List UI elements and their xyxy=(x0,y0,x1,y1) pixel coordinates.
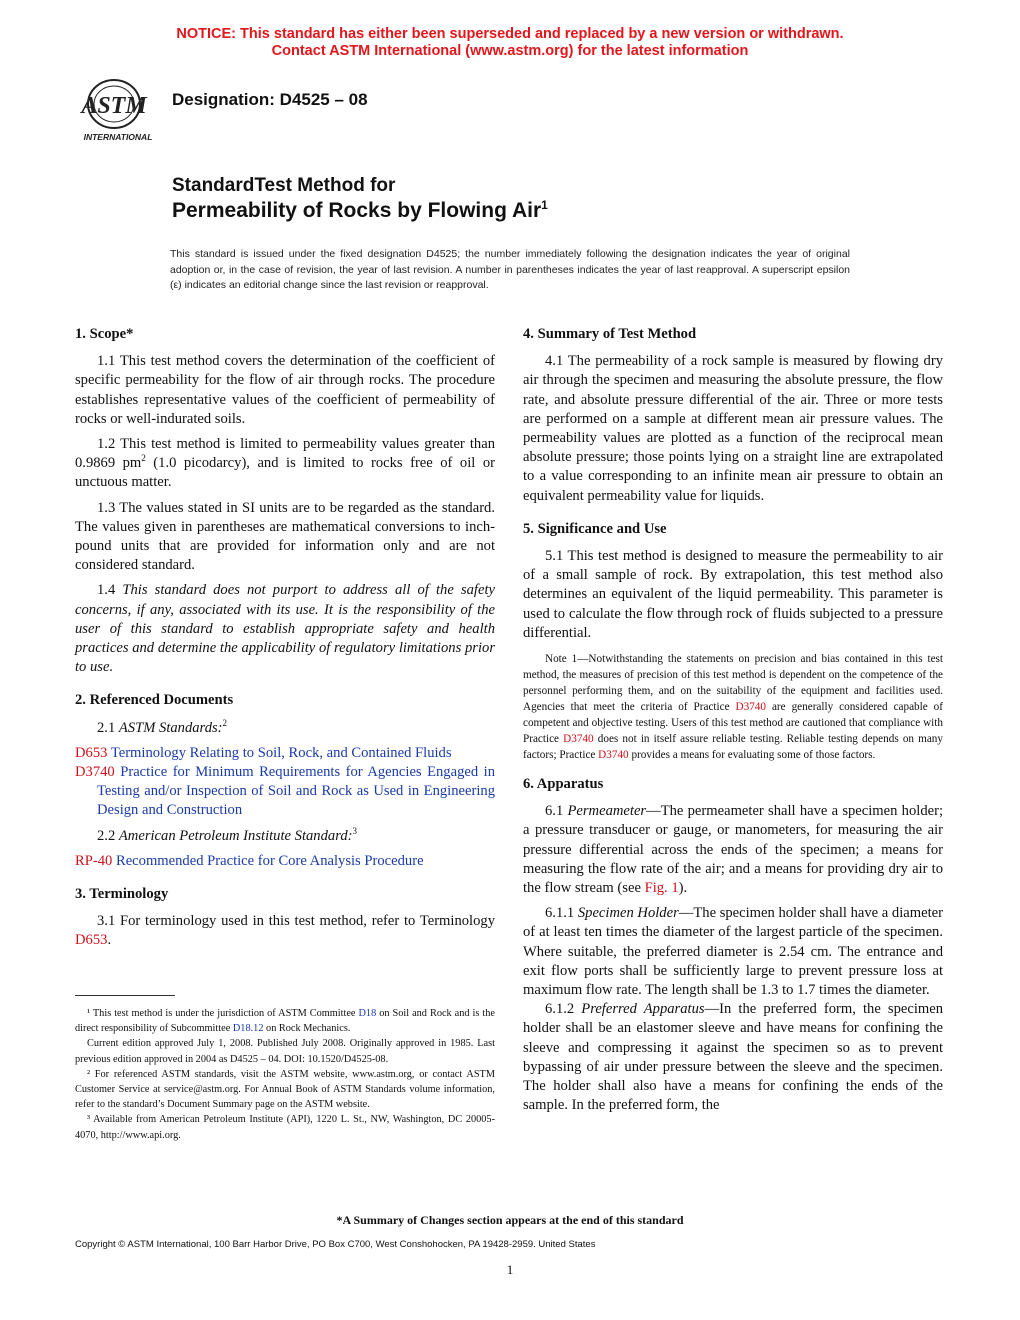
ref-d3740[interactable]: D3740 Practice for Minimum Requirements for Agencies Engaged in Testing and/or Inspection of Soil and Rock as Used in Engineering Design and Construction xyxy=(75,764,495,819)
note-d3740-link-2[interactable]: D3740 xyxy=(563,733,594,746)
terminology-d653-link[interactable]: D653 xyxy=(75,932,108,949)
ref-rp40[interactable]: RP-40 Recommended Practice for Core Analysis Procedure xyxy=(75,852,424,869)
copyright: Copyright © ASTM International, 100 Barr Harbor Drive, PO Box C700, West Conshohocken, PA 19428-2959. United States xyxy=(75,1239,596,1250)
right-column xyxy=(523,325,943,1122)
apparatus-6-1: 6.1 Permeameter—The permeameter shall have a specimen holder; a pressure transducer or gauge, or manometers, for measuring the air pressure differential across the ends of the specimen; a means for measuring the flow rate of the air; and a means for providing dry air to the flow stream (see Fig. 1). xyxy=(523,803,944,897)
designation: Designation: D4525 – 08 xyxy=(172,90,368,109)
title-footnote-mark: 1 xyxy=(541,198,548,212)
footnote-d18-link[interactable]: D18 xyxy=(358,1008,377,1019)
page-number: 1 xyxy=(506,1262,514,1277)
note-1: Note 1—Notwithstanding the statements on precision and bias contained in this test method, the measures of precision of this test method is dependent on the competence of the personnel performing them, and on the suitability of the equipment and facilities used. Agencies that meet the criteria of Practice D3740 are generally considered capable of competent and objective testing. Users of this test method are cautioned that compliance with Practice D3740 does not in itself assure reliable testing. Reliable testing depends on many factors; Practice D3740 provides a means for evaluating some of those factors. xyxy=(523,653,943,762)
terminology-3-1: 3.1 For terminology used in this test method, refer to Terminology D653. xyxy=(75,913,495,949)
significance-heading: 5. Significance and Use xyxy=(523,520,667,537)
summary-4-1: 4.1 The permeability of a rock sample is measured by flowing dry air through the specimen and measuring the absolute pressure, the flow rate, and absolute pressure differential of the air. Three or more tests are performed on a sample at different mean air pressure values. The permeability values are plotted as a function of the reciprocal mean absolute pressure; those points lying on a straight line are extrapolated to a value corresponding to an infinite mean air pressure to obtain an equivalent permeability value for liquids. xyxy=(523,353,943,504)
scope-1-2: 1.2 This test method is limited to permeability values greater than 0.9869 $pm^2$ (1.0 picodarcy), and is limited to rocks free of oil or unctuous matter. xyxy=(75,436,495,491)
astm-logo xyxy=(76,76,160,144)
note-d3740-link-3[interactable]: D3740 xyxy=(598,749,629,762)
summary-heading: 4. Summary of Test Method xyxy=(523,326,697,342)
footnote-d1812-link[interactable]: D18.12 xyxy=(232,1023,264,1035)
apparatus-6-1-2: 6.1.2 Preferred Apparatus—In the preferred form, the specimen holder shall be an elastomer sleeve and have means for confining the sleeve and compressing it against the specimen so as to prevent bypassing of air under pressure between the sleeve and the specimen. The holder shall also have a means for confining the ends of the sample. In the preferred form, the xyxy=(523,1001,943,1114)
footnote-1: ¹ This test method is under the jurisdiction of ASTM Committee D18 on Soil and Rock and is the direct responsibility of Subcommittee D18.12 on Rock Mechanics. xyxy=(75,1008,495,1035)
footnote-rule xyxy=(75,995,175,996)
scope-1-3: 1.3 The values stated in SI units are to be regarded as the standard. The values given in parentheses are mathematical conversions to inch-pound units that are provided for information only and are not considered standard. xyxy=(75,499,495,574)
terminology-heading: 3. Terminology xyxy=(75,886,169,903)
title-line-2: Permeability of Rocks by Flowing Air$^1$ xyxy=(172,198,548,222)
title-line-1: StandardTest Method for xyxy=(172,175,396,196)
withdrawal-notice xyxy=(0,26,1020,60)
apparatus-heading: 6. Apparatus xyxy=(523,776,604,793)
note-d3740-link-1[interactable]: D3740 xyxy=(735,701,766,714)
scope-1-1: 1.1 This test method covers the determination of the coefficient of specific permeability for the flow of air through rocks. The procedure establishes representative values of the coefficient of permeability of rocks or well-indurated soils. xyxy=(75,353,495,427)
footnotes xyxy=(75,1006,495,1143)
api-standard-label: 2.2 American Petroleum Institute Standard:$^3$ xyxy=(97,825,357,844)
astm-standards-label: 2.1 ASTM Standards:$^2$ xyxy=(97,717,228,736)
footnote-3: ³ Available from American Petroleum Institute (API), 1220 L. St., NW, Washington, DC 20005-4070, http://www.api.org. xyxy=(75,1114,495,1141)
ref-d653[interactable]: D653 Terminology Relating to Soil, Rock, and Contained Fluids xyxy=(75,744,452,761)
left-column xyxy=(75,325,495,957)
fig-1-link[interactable]: Fig. 1 xyxy=(644,880,679,897)
summary-of-changes-note: *A Summary of Changes section appears at the end of this standard xyxy=(336,1213,684,1227)
apparatus-6-1-1: 6.1.1 Specimen Holder—The specimen holder shall have a diameter of at least ten times the diameter of the largest particle of the specimen. Where suitable, the preferred diameter is 2.54 cm. The entrance and exit flow ports shall be sufficiently large to prevent pressure loss at maximum flow rate. The length shall be 1.3 to 1.7 times the diameter. xyxy=(523,905,943,999)
notice-line-2: Contact ASTM International (www.astm.org) for the latest information xyxy=(271,43,749,59)
intro-paragraph: This standard is issued under the fixed designation D4525; the number immediately following the designation indicates the year of original adoption or, in the case of revision, the year of last revision. A number in parentheses indicates the year of last reapproval. A superscript epsilon (ε) indicates an editorial change since the last revision or reapproval. xyxy=(170,248,850,291)
footnote-1-edition: Current edition approved July 1, 2008. Published July 2008. Originally approved in 1985. Last previous edition approved in 2004 as D4525 – 04. DOI: 10.1520/D4525-08. xyxy=(75,1038,495,1065)
notice-line-1: NOTICE: This standard has either been superseded and replaced by a new version or withdrawn. xyxy=(176,26,844,42)
footnote-2: ² For referenced ASTM standards, visit the ASTM website, www.astm.org, or contact ASTM Customer Service at service@astm.org. For Annual Book of ASTM Standards volume information, refer to the standard’s Document Summary page on the ASTM website. xyxy=(75,1068,495,1111)
references-heading: 2. Referenced Documents xyxy=(75,692,234,709)
logo-subtext: INTERNATIONAL xyxy=(83,132,153,142)
scope-heading: 1. Scope* xyxy=(75,326,134,342)
significance-5-1: 5.1 This test method is designed to measure the permeability to air of a small sample of rock. By extrapolation, this test method also determines an equivalent of the liquid permeability. This parameter is used to calculate the flow through rock of fluids subjected to a pressure differential. xyxy=(523,548,943,641)
scope-1-4: 1.4 This standard does not purport to address all of the safety concerns, if any, associated with its use. It is the responsibility of the user of this standard to establish appropriate safety and health practices and determine the applicability of regulatory limitations prior to use. xyxy=(75,582,495,676)
logo-text: ASTM xyxy=(81,93,147,119)
